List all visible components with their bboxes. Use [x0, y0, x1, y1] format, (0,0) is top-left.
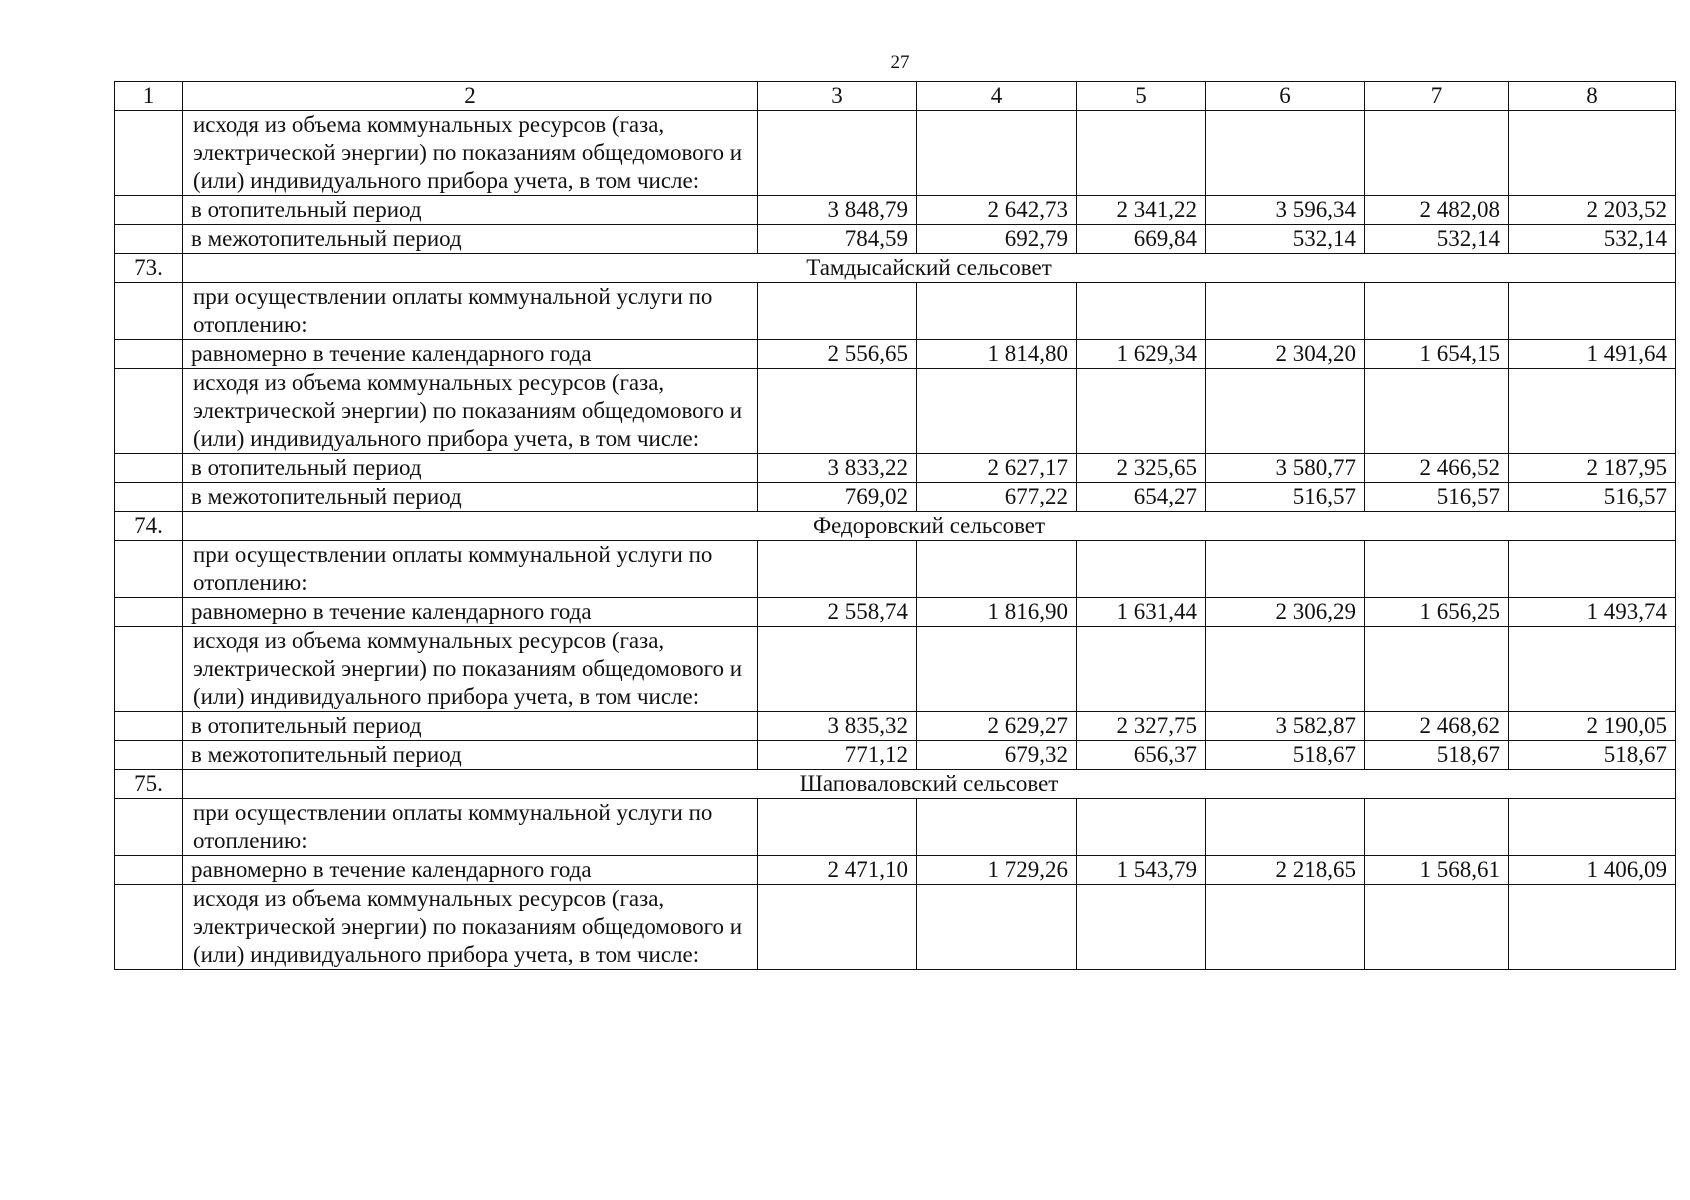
value-cell: 518,67	[1206, 741, 1365, 770]
header-cell: 3	[758, 82, 917, 111]
row-index	[115, 741, 183, 770]
value-cell: 2 642,73	[917, 196, 1077, 225]
value-cell: 769,02	[758, 483, 917, 512]
value-cell: 771,12	[758, 741, 917, 770]
value-cell: 1 816,90	[917, 598, 1077, 627]
header-cell: 2	[183, 82, 758, 111]
value-cell	[1365, 111, 1509, 196]
row-label: в отопительный период	[183, 454, 758, 483]
row-index: 73.	[115, 254, 183, 283]
value-cell: 2 325,65	[1077, 454, 1206, 483]
value-cell	[1206, 111, 1365, 196]
value-cell: 784,59	[758, 225, 917, 254]
value-cell: 3 580,77	[1206, 454, 1365, 483]
value-cell	[1206, 283, 1365, 340]
value-cell	[1509, 111, 1676, 196]
value-cell: 3 835,32	[758, 712, 917, 741]
tariff-table	[114, 81, 1676, 970]
value-cell: 2 471,10	[758, 856, 917, 885]
value-cell	[1077, 627, 1206, 712]
value-cell	[1077, 111, 1206, 196]
text-row	[115, 885, 1676, 970]
row-label: исходя из объема коммунальных ресурсов (газа, электрической энергии) по показаниям общедомового и (или) индивидуального прибора учета, в том числе:	[183, 369, 758, 454]
value-cell	[758, 283, 917, 340]
village-name: Шаповаловский сельсовет	[183, 770, 1676, 799]
value-cell	[1509, 627, 1676, 712]
value-cell: 532,14	[1365, 225, 1509, 254]
value-cell: 2 558,74	[758, 598, 917, 627]
value-cell	[1509, 369, 1676, 454]
value-cell	[917, 541, 1077, 598]
value-cell: 2 327,75	[1077, 712, 1206, 741]
text-row	[115, 111, 1676, 196]
row-label: исходя из объема коммунальных ресурсов (газа, электрической энергии) по показаниям общедомового и (или) индивидуального прибора учета, в том числе:	[183, 627, 758, 712]
data-row	[115, 196, 1676, 225]
data-row	[115, 483, 1676, 512]
value-cell: 2 306,29	[1206, 598, 1365, 627]
value-cell: 1 568,61	[1365, 856, 1509, 885]
value-cell: 3 848,79	[758, 196, 917, 225]
value-cell: 654,27	[1077, 483, 1206, 512]
village-row	[115, 512, 1676, 541]
header-cell: 6	[1206, 82, 1365, 111]
value-cell: 516,57	[1365, 483, 1509, 512]
data-row	[115, 454, 1676, 483]
row-index	[115, 340, 183, 369]
value-cell	[1077, 283, 1206, 340]
value-cell	[1509, 885, 1676, 970]
value-cell: 2 556,65	[758, 340, 917, 369]
data-row	[115, 340, 1676, 369]
value-cell: 518,67	[1509, 741, 1676, 770]
value-cell: 2 468,62	[1365, 712, 1509, 741]
row-index: 74.	[115, 512, 183, 541]
value-cell	[1206, 369, 1365, 454]
row-index	[115, 712, 183, 741]
value-cell: 2 218,65	[1206, 856, 1365, 885]
text-row	[115, 369, 1676, 454]
value-cell	[758, 541, 917, 598]
value-cell	[1365, 799, 1509, 856]
value-cell	[1509, 541, 1676, 598]
value-cell	[917, 283, 1077, 340]
row-index	[115, 627, 183, 712]
value-cell	[1509, 283, 1676, 340]
value-cell	[1077, 369, 1206, 454]
data-row	[115, 741, 1676, 770]
value-cell: 1 629,34	[1077, 340, 1206, 369]
value-cell: 677,22	[917, 483, 1077, 512]
value-cell	[758, 799, 917, 856]
value-cell: 532,14	[1509, 225, 1676, 254]
value-cell	[1206, 541, 1365, 598]
data-row	[115, 856, 1676, 885]
value-cell	[917, 369, 1077, 454]
value-cell	[758, 627, 917, 712]
value-cell	[1077, 885, 1206, 970]
value-cell: 2 341,22	[1077, 196, 1206, 225]
village-name: Тамдысайский сельсовет	[183, 254, 1676, 283]
row-index	[115, 196, 183, 225]
row-index	[115, 483, 183, 512]
value-cell: 532,14	[1206, 225, 1365, 254]
value-cell	[1206, 799, 1365, 856]
row-label: равномерно в течение календарного года	[183, 856, 758, 885]
row-index	[115, 799, 183, 856]
header-cell: 7	[1365, 82, 1509, 111]
value-cell: 1 654,15	[1365, 340, 1509, 369]
value-cell: 1 729,26	[917, 856, 1077, 885]
value-cell: 1 543,79	[1077, 856, 1206, 885]
row-label: при осуществлении оплаты коммунальной услуги по отоплению:	[183, 283, 758, 340]
value-cell: 3 596,34	[1206, 196, 1365, 225]
row-index	[115, 283, 183, 340]
value-cell	[1077, 541, 1206, 598]
value-cell	[1206, 885, 1365, 970]
value-cell: 1 631,44	[1077, 598, 1206, 627]
header-cell: 5	[1077, 82, 1206, 111]
value-cell: 669,84	[1077, 225, 1206, 254]
header-cell: 8	[1509, 82, 1676, 111]
row-label: равномерно в течение календарного года	[183, 598, 758, 627]
value-cell	[917, 799, 1077, 856]
village-row	[115, 770, 1676, 799]
table-header-row	[115, 82, 1676, 111]
row-index	[115, 369, 183, 454]
value-cell: 2 466,52	[1365, 454, 1509, 483]
value-cell: 2 482,08	[1365, 196, 1509, 225]
row-label: исходя из объема коммунальных ресурсов (газа, электрической энергии) по показаниям общедомового и (или) индивидуального прибора учета, в том числе:	[183, 111, 758, 196]
village-name: Федоровский сельсовет	[183, 512, 1676, 541]
row-index	[115, 885, 183, 970]
row-index	[115, 454, 183, 483]
text-row	[115, 541, 1676, 598]
row-label: в межотопительный период	[183, 225, 758, 254]
value-cell: 3 582,87	[1206, 712, 1365, 741]
value-cell	[1509, 799, 1676, 856]
row-label: при осуществлении оплаты коммунальной услуги по отоплению:	[183, 799, 758, 856]
value-cell: 1 491,64	[1509, 340, 1676, 369]
text-row	[115, 283, 1676, 340]
value-cell: 2 187,95	[1509, 454, 1676, 483]
value-cell: 656,37	[1077, 741, 1206, 770]
value-cell: 2 627,17	[917, 454, 1077, 483]
value-cell	[1365, 885, 1509, 970]
row-label: при осуществлении оплаты коммунальной услуги по отоплению:	[183, 541, 758, 598]
row-label: в межотопительный период	[183, 483, 758, 512]
value-cell	[758, 885, 917, 970]
row-index	[115, 111, 183, 196]
value-cell: 516,57	[1206, 483, 1365, 512]
value-cell: 1 406,09	[1509, 856, 1676, 885]
value-cell: 1 656,25	[1365, 598, 1509, 627]
value-cell	[1365, 283, 1509, 340]
value-cell: 2 629,27	[917, 712, 1077, 741]
value-cell	[1206, 627, 1365, 712]
value-cell	[1077, 799, 1206, 856]
value-cell: 2 203,52	[1509, 196, 1676, 225]
value-cell: 516,57	[1509, 483, 1676, 512]
header-cell: 4	[917, 82, 1077, 111]
value-cell	[758, 111, 917, 196]
row-label: исходя из объема коммунальных ресурсов (газа, электрической энергии) по показаниям общедомового и (или) индивидуального прибора учета, в том числе:	[183, 885, 758, 970]
value-cell	[758, 369, 917, 454]
row-index	[115, 541, 183, 598]
value-cell	[917, 111, 1077, 196]
header-cell: 1	[115, 82, 183, 111]
row-index: 75.	[115, 770, 183, 799]
value-cell: 2 190,05	[1509, 712, 1676, 741]
value-cell: 3 833,22	[758, 454, 917, 483]
value-cell	[1365, 369, 1509, 454]
row-index	[115, 225, 183, 254]
row-index	[115, 856, 183, 885]
text-row	[115, 627, 1676, 712]
village-row	[115, 254, 1676, 283]
value-cell: 518,67	[1365, 741, 1509, 770]
row-index	[115, 598, 183, 627]
value-cell: 679,32	[917, 741, 1077, 770]
data-row	[115, 598, 1676, 627]
row-label: в отопительный период	[183, 196, 758, 225]
value-cell	[917, 627, 1077, 712]
text-row	[115, 799, 1676, 856]
data-row	[115, 225, 1676, 254]
value-cell: 1 493,74	[1509, 598, 1676, 627]
value-cell	[917, 885, 1077, 970]
value-cell: 692,79	[917, 225, 1077, 254]
data-row	[115, 712, 1676, 741]
value-cell: 1 814,80	[917, 340, 1077, 369]
value-cell	[1365, 627, 1509, 712]
value-cell: 2 304,20	[1206, 340, 1365, 369]
row-label: в отопительный период	[183, 712, 758, 741]
row-label: в межотопительный период	[183, 741, 758, 770]
row-label: равномерно в течение календарного года	[183, 340, 758, 369]
page-number: 27	[890, 52, 910, 73]
value-cell	[1365, 541, 1509, 598]
